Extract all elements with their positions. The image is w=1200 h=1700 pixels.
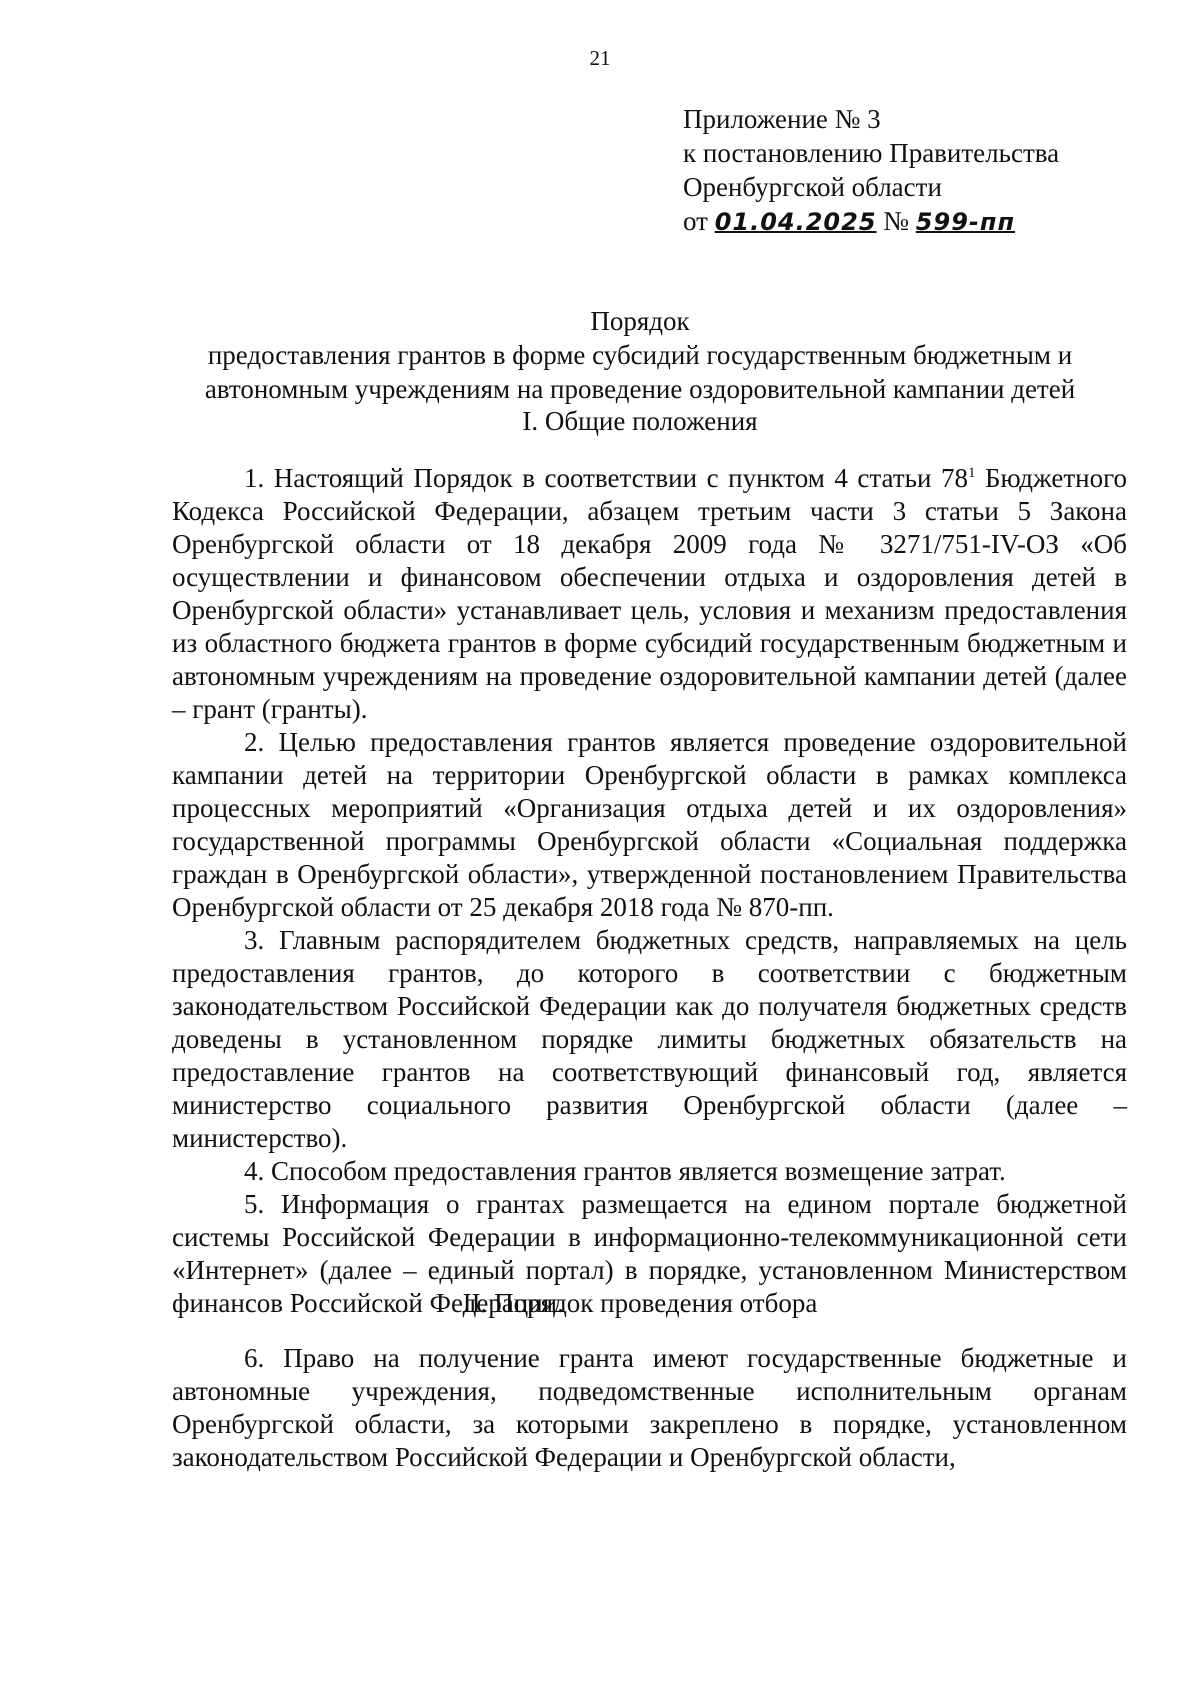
- section-1-heading: I. Общие положения: [522, 406, 758, 436]
- title-line-2: предоставления грантов в форме субсидий государственным бюджетным и: [207, 340, 1073, 370]
- title-line-3: автономным учреждениям на проведение оздоровительной кампании детей: [204, 374, 1076, 404]
- paragraph-4: 4. Способом предоставления грантов является возмещение затрат.: [244, 1156, 1006, 1186]
- date-prefix: от: [683, 206, 708, 236]
- superscript: 1: [967, 465, 976, 481]
- paragraph-5: 5. Информация о грантах размещается на едином портале бюджетной системы Российской Федерации в информационно-телекоммуникационной сети «Интернет» (далее – единый портал) в порядке, установленном Министерством финансов Российской Федерации.: [172, 1189, 1127, 1318]
- section-1-body: [172, 462, 1127, 1320]
- paragraph-1-text-a: 1. Настоящий Порядок в соответствии с пунктом 4 статьи 78: [244, 463, 968, 493]
- paragraph-2: 2. Целью предоставления грантов является проведение оздоровительной кампании детей на территории Оренбургской области в рамках комплекса процессных мероприятий «Организация отдыха детей и их оздоровления» государственной программы Оренбургской области «Социальная поддержка граждан в Оренбургской области», утвержденной постановлением Правительства Оренбургской области от 25 декабря 2018 года № 870-пп.: [172, 727, 1127, 922]
- paragraph-3: 3. Главным распорядителем бюджетных средств, направляемых на цель предоставления грантов, до которого в соответствии с бюджетным законодательством Российской Федерации как до получателя бюджетных средств доведены в установленном порядке лимиты бюджетных обязательств на предоставление грантов на соответствующий финансовый год, является министерство социального развития Оренбургской области (далее – министерство).: [172, 925, 1127, 1153]
- section-2-body: [172, 1342, 1127, 1474]
- paragraph-1: [172, 462, 1127, 726]
- page-number: 21: [589, 46, 611, 70]
- paragraph-1-text-b: Бюджетного Кодекса Российской Федерации, абзацем третьим части 3 статьи 5 Закона Оренбургской области от 18 декабря 2009 года № 3271/751-IV-ОЗ «Об осуществлении и финансовом обеспечении отдыха и оздоровления детей в Оренбургской области» устанавливает цель, условия и механизм предоставления из областного бюджета грантов в форме субсидий государственным бюджетным и автономным учреждениям на проведение оздоровительной кампании детей (далее – грант (гранты).: [172, 463, 1127, 724]
- number-sign: №: [883, 206, 910, 236]
- appendix-block: [683, 102, 1163, 239]
- title-line-1: Порядок: [590, 306, 690, 336]
- paragraph-6: 6. Право на получение гранта имеют государственные бюджетные и автономные учреждения, подведомственные исполнительным органам Оренбургской области, за которыми закреплено в порядке, установленном законодательством Российской Федерации и Оренбургской области,: [172, 1343, 1127, 1472]
- section-2-heading: II. Порядок проведения отбора: [462, 1288, 818, 1318]
- appendix-reference: к постановлению Правительства: [683, 138, 1060, 168]
- document-title: [120, 304, 1160, 406]
- handwritten-date: 01.04.2025: [714, 208, 877, 236]
- appendix-region: Оренбургской области: [683, 172, 942, 202]
- handwritten-number: 599-пп: [915, 208, 1016, 236]
- appendix-title: Приложение № 3: [683, 104, 881, 134]
- appendix-date-line: [683, 204, 1163, 239]
